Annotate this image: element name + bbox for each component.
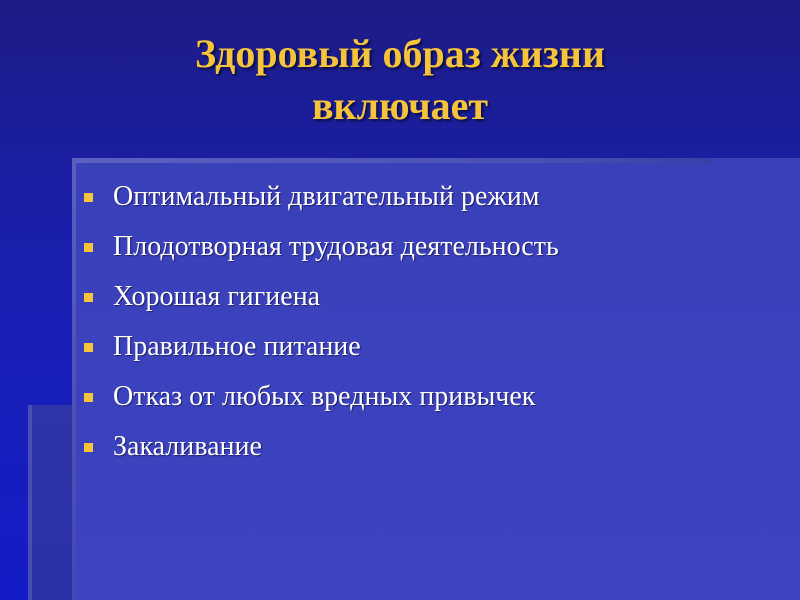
square-bullet-icon: [84, 193, 93, 202]
bullet-text: Отказ от любых вредных привычек: [113, 381, 536, 412]
square-bullet-icon: [84, 343, 93, 352]
bullet-text: Закаливание: [113, 431, 262, 462]
bullet-text: Хорошая гигиена: [113, 281, 321, 312]
square-bullet-icon: [84, 443, 93, 452]
bullet-item: [84, 272, 559, 322]
bullet-item: [84, 322, 559, 372]
bullet-item: [84, 172, 559, 222]
square-bullet-icon: [84, 293, 93, 302]
content-panel-top-edge: [72, 158, 712, 163]
bullet-text: Плодотворная трудовая деятельность: [113, 231, 559, 262]
bullet-item: [84, 422, 559, 472]
square-bullet-icon: [84, 243, 93, 252]
bullet-list: [84, 172, 559, 472]
square-bullet-icon: [84, 393, 93, 402]
content-panel-left-edge: [72, 158, 76, 600]
slide-title: [0, 28, 800, 132]
decorative-lower-panel-edge: [28, 405, 32, 600]
bullet-text: Оптимальный двигательный режим: [113, 181, 540, 212]
bullet-text: Правильное питание: [113, 331, 361, 362]
slide-title-line-2: включает: [311, 83, 489, 128]
decorative-lower-panel: [28, 405, 72, 600]
slide-title-line-1: Здоровый образ жизни: [194, 31, 606, 76]
bullet-item: [84, 372, 559, 422]
bullet-item: [84, 222, 559, 272]
